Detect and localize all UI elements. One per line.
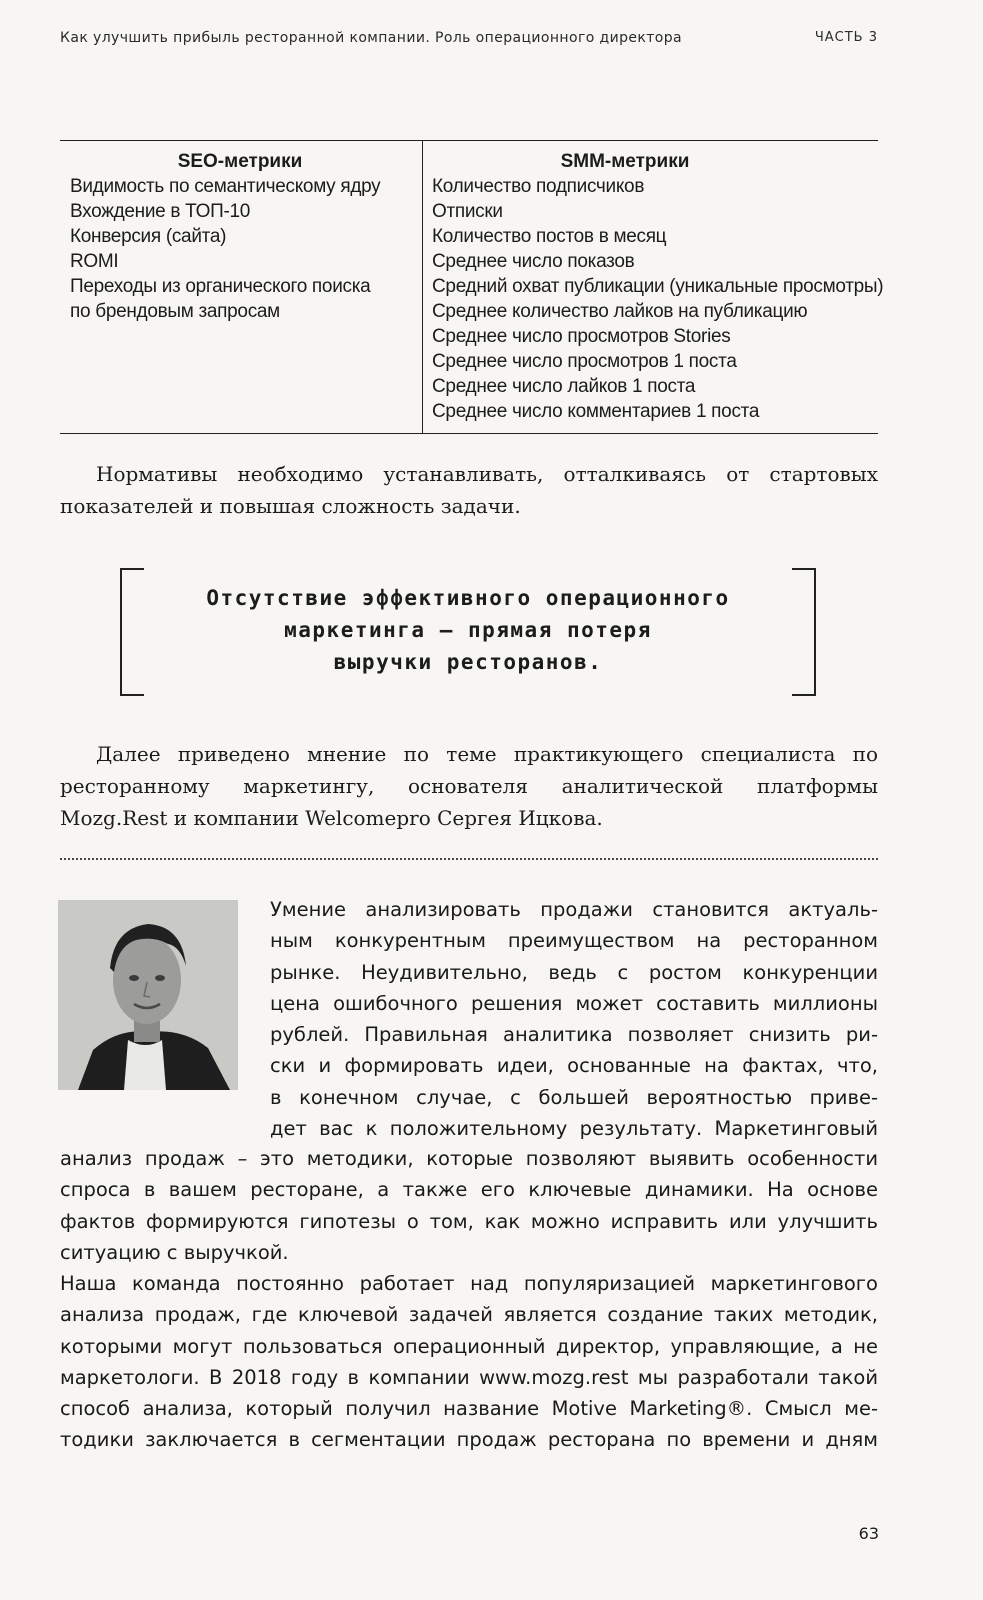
body-paragraph: Далее приведено мнение по теме практикующего специалиста по ресторанному маркетингу, основателя аналитической платформы Mozg.Rest и компании Welcomepro Сергея Ицкова.	[60, 742, 878, 830]
list-item: Среднее количество лайков на публикацию	[432, 301, 808, 322]
list-item: Среднее число просмотров 1 поста	[432, 351, 737, 372]
text-line: Умение анализировать продажи становится актуаль-	[270, 898, 878, 921]
list-item: Средний охват публикации (уникальные просмотры)	[432, 276, 884, 297]
column-divider	[422, 141, 423, 433]
text-line: цена ошибочного решения может составить миллионы	[270, 991, 878, 1015]
smm-list	[432, 174, 884, 424]
list-item: ROMI	[70, 251, 119, 272]
pull-quote	[120, 568, 816, 696]
metrics-table	[60, 140, 884, 434]
quote-line: выручки ресторанов.	[333, 650, 603, 674]
dotted-separator	[60, 858, 878, 860]
quote-line: маркетинга – прямая потеря	[284, 618, 652, 642]
text-line: спроса в вашем ресторане, а также его ключевые динамики. На основе	[60, 1178, 878, 1202]
list-item: Переходы из органического поиска	[70, 276, 371, 297]
text-line: Наша команда постоянно работает над популяризацией маркетингового	[60, 1272, 878, 1295]
text-line: фактов формируются гипотезы о том, как можно исправить или улучшить	[60, 1209, 878, 1233]
smm-heading: SMM-метрики	[560, 151, 690, 172]
expert-text-bottom	[60, 1143, 878, 1268]
running-header	[60, 30, 878, 50]
text-line: анализ продаж – это методики, которые позволяют выявить особенности	[60, 1147, 878, 1170]
list-item: Среднее число показов	[432, 251, 635, 272]
pull-quote-text	[160, 582, 776, 678]
text-line: которыми могут пользоваться операционный директор, управляющие, а не	[60, 1334, 878, 1358]
seo-column	[70, 149, 410, 324]
text-line: в конечном случае, с большей вероятностью приве-	[270, 1085, 878, 1109]
text-line: рублей. Правильная аналитика позволяет снизить ри-	[270, 1023, 878, 1047]
expert-text-top	[270, 894, 878, 1144]
expert-text-paragraph-2	[60, 1268, 878, 1456]
smm-column	[432, 149, 884, 424]
list-item: Видимость по семантическому ядру	[70, 176, 381, 197]
list-item: Количество постов в месяц	[432, 226, 667, 247]
seo-heading: SEO-метрики	[177, 151, 303, 172]
text-line: анализа продаж, где ключевой задачей является создание таких методик,	[60, 1303, 878, 1327]
list-item: Отписки	[432, 201, 503, 222]
quote-line: Отсутствие эффективного операционного	[206, 586, 730, 610]
text-line: ситуацию с выручкой.	[60, 1240, 289, 1264]
author-portrait	[58, 900, 238, 1090]
text-line: ным конкурентным преимуществом на ресторанном	[270, 929, 878, 953]
seo-list	[70, 174, 410, 324]
left-bracket	[120, 568, 144, 696]
right-bracket	[792, 568, 816, 696]
text-line: маркетологи. В 2018 году в компании www.mozg.rest мы разработали такой	[60, 1365, 878, 1389]
text-line: ски и формировать идеи, основанные на фактах, что,	[270, 1054, 878, 1078]
list-item: Среднее число комментариев 1 поста	[432, 401, 760, 422]
list-item: Среднее число просмотров Stories	[432, 326, 731, 347]
body-paragraph: Нормативы необходимо устанавливать, отталкиваясь от стартовых показателей и повышая сложность задачи.	[60, 462, 878, 518]
text-line: рынке. Неудивительно, ведь с ростом конкуренции	[270, 960, 878, 984]
text-line: тодики заключается в сегментации продаж ресторана по времени и дням	[60, 1428, 878, 1452]
list-item: Количество подписчиков	[432, 176, 645, 197]
list-item: Вхождение в ТОП-10	[70, 201, 251, 222]
part-label: ЧАСТЬ 3	[814, 30, 878, 45]
page-number: 63	[858, 1524, 879, 1543]
list-item: Среднее число лайков 1 поста	[432, 376, 696, 397]
list-item: по брендовым запросам	[70, 301, 280, 322]
running-title: Как улучшить прибыль ресторанной компании. Роль операционного директора	[60, 30, 683, 46]
list-item: Конверсия (сайта)	[70, 226, 227, 247]
text-line: способ анализа, который получил название Motive Marketing®. Смысл ме-	[60, 1397, 878, 1421]
text-line: дет вас к положительному результату. Маркетинговый	[270, 1117, 878, 1141]
